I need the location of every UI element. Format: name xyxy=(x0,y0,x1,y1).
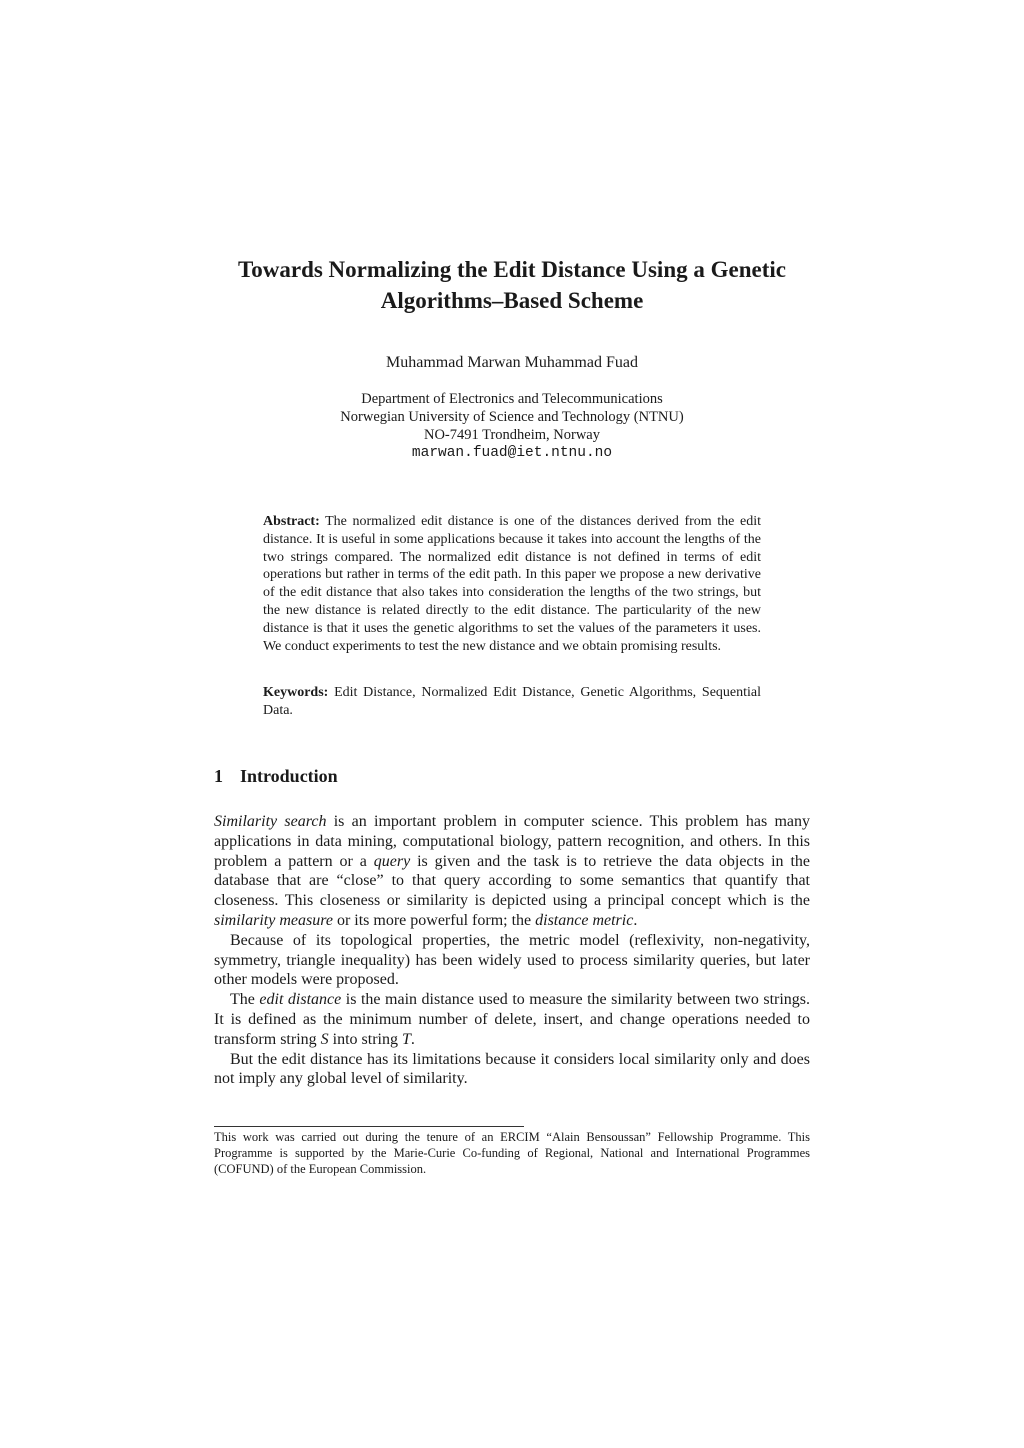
paper-title xyxy=(180,254,844,316)
section-number: 1 xyxy=(214,766,223,786)
term-distance-metric: distance metric xyxy=(535,911,634,929)
footnote: This work was carried out during the tenure of an ERCIM “Alain Bensoussan” Fellowship Programme. This Programme is supported by the Marie-Curie Co-funding of Regional, National and International Programmes (COFUND) of the European Commission. xyxy=(214,1130,810,1176)
author-name: Muhammad Marwan Muhammad Fuad xyxy=(386,354,638,371)
paragraph-3-text-d: . xyxy=(410,1030,415,1048)
paragraph-4: But the edit distance has its limitations because it considers local similarity only and does not imply any global level of similarity. xyxy=(214,1050,810,1088)
paragraph-2: Because of its topological properties, the metric model (reflexivity, non-negativity, symmetry, triangle inequality) has been widely used to process similarity queries, but later other models were proposed. xyxy=(214,931,810,989)
term-edit-distance: edit distance xyxy=(259,991,342,1009)
term-string-s: S xyxy=(320,1030,329,1048)
keywords xyxy=(263,684,761,720)
term-similarity-search: Similarity search xyxy=(214,813,327,830)
introduction-body xyxy=(214,812,810,1089)
paragraph-1-text-d: . xyxy=(633,911,638,929)
affiliation-university: Norwegian University of Science and Technology (NTNU) xyxy=(340,409,684,425)
abstract xyxy=(263,513,761,655)
section-title: Introduction xyxy=(240,766,338,786)
abstract-text: The normalized edit distance is one of the distances derived from the edit distance. It is useful in some applications because it takes into account the lengths of the two strings compared. The normalized edit distance is not defined in terms of edit operations but rather in terms of the edit path. In this paper we propose a new derivative of the edit distance that also takes into consideration the lengths of the two strings, but the new distance is related directly to the edit distance. The particularity of the new distance is that it uses the genetic algorithms to set the values of the parameters it uses. We conduct experiments to test the new distance and we obtain promising results. xyxy=(263,514,761,654)
author-email: marwan.fuad@iet.ntnu.no xyxy=(411,445,613,461)
term-similarity-measure: similarity measure xyxy=(214,911,333,929)
paragraph-3-text-a: The xyxy=(230,991,260,1009)
paragraph-1-text-a: is an important problem in computer science. This problem has many applications in data mining, computational biology, pattern recognition, and others. In this problem a pattern or a xyxy=(214,813,811,870)
paragraph-3-text-b: is the main distance used to measure the similarity between two strings. It is defined as the minimum number of delete, insert, and change operations needed to transform string xyxy=(214,991,811,1048)
title-line-2: Algorithms–Based Scheme xyxy=(380,288,644,313)
section-heading-introduction xyxy=(214,765,338,787)
term-string-t: T xyxy=(402,1030,411,1048)
term-query: query xyxy=(373,852,411,870)
affiliation-department: Department of Electronics and Telecommunications xyxy=(361,391,663,407)
paragraph-1 xyxy=(214,812,810,931)
footnote-divider xyxy=(214,1126,524,1127)
paragraph-3-text-c: into string xyxy=(328,1030,402,1048)
keywords-text: Edit Distance, Normalized Edit Distance, Genetic Algorithms, Sequential Data. xyxy=(263,685,762,718)
title-line-1: Towards Normalizing the Edit Distance Using a Genetic xyxy=(238,257,786,282)
paragraph-1-text-b: is given and the task is to retrieve the data objects in the database that are “close” to that query according to some semantics that quantify that closeness. This closeness or similarity is depicted using a principal concept which is the xyxy=(214,852,810,910)
affiliation-block xyxy=(180,390,844,462)
affiliation-address: NO-7491 Trondheim, Norway xyxy=(423,427,600,443)
paragraph-3 xyxy=(214,990,810,1049)
paragraph-1-text-c: or its more powerful form; the xyxy=(332,911,536,929)
abstract-label: Abstract: xyxy=(263,514,320,529)
keywords-label: Keywords: xyxy=(263,685,329,700)
